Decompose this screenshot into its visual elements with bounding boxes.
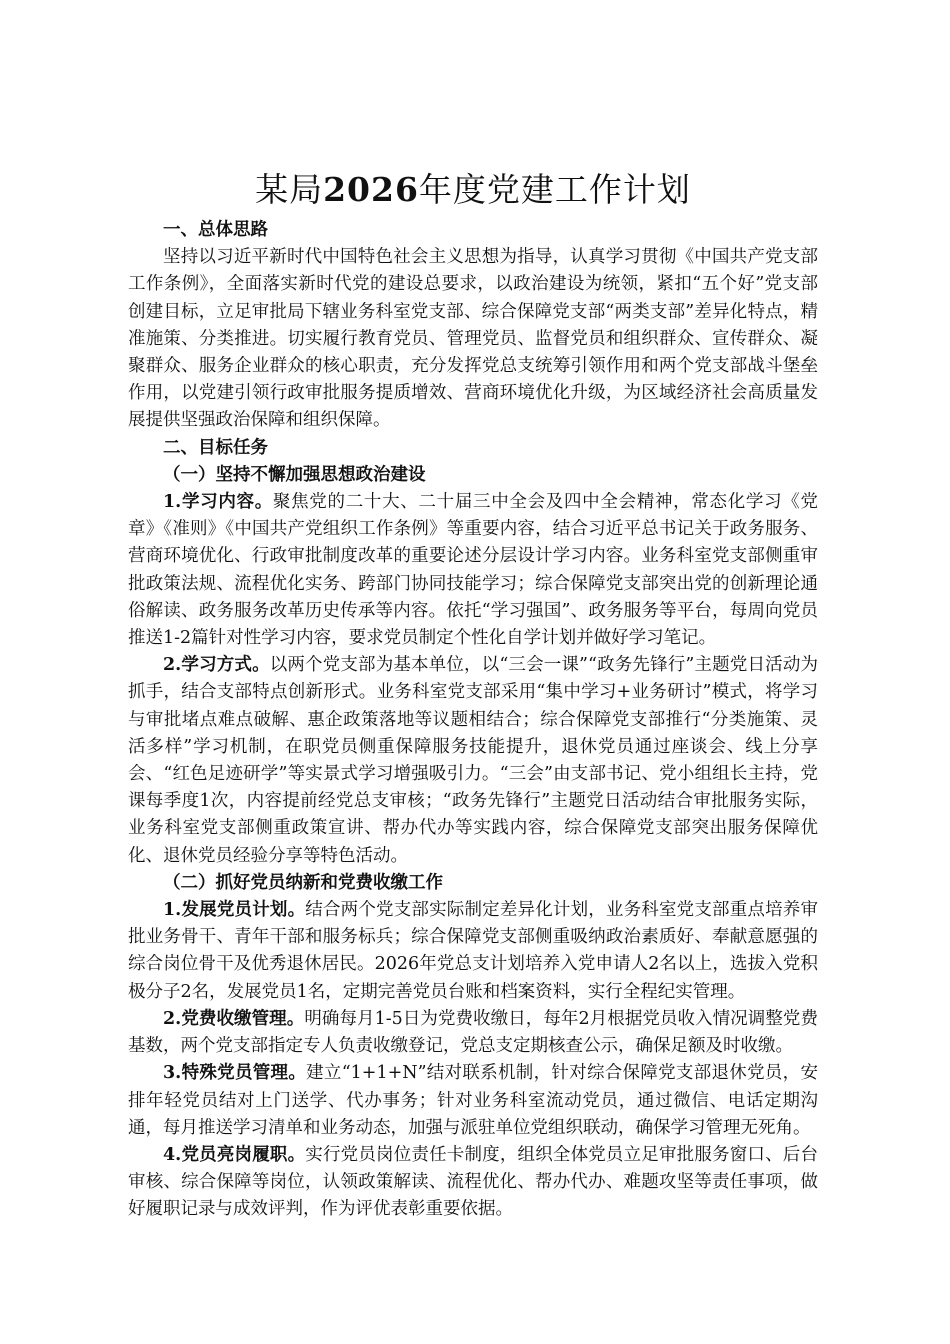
- item-lead: 1.发展党员计划。: [163, 900, 306, 921]
- item-text: 以两个党支部为基本单位，以“三会一课”“政务先锋行”主题党日活动为抓手，结合支部特点创新形式。业务科室党支部采用“集中学习+业务研讨”模式，将学习与审批堵点难点破解、惠企政策落地等议题相结合；综合保障党支部推行“分类施策、灵活多样”学习机制，在职党员侧重保障服务技能提升，退休党员通过座谈会、线上分享会、“红色足迹研学”等实景式学习增强吸引力。“三会”由支部书记、党小组组长主持，党课每季度1次，内容提前经党总支审核；“政务先锋行”主题党日活动结合审批服务实际，业务科室党支部侧重政策宣讲、帮办代办等实践内容，综合保障党支部突出服务保障优化、退休党员经验分享等特色活动。: [128, 655, 818, 866]
- section-2-heading: 二、目标任务: [163, 437, 268, 458]
- item-text: 结合两个党支部实际制定差异化计划，业务科室党支部重点培养审批业务骨干、青年干部和服务标兵；综合保障党支部侧重吸纳政治素质好、奉献意愿强的综合岗位骨干及优秀退休居民。2026年党总支计划培养入党申请人2名以上，选拔入党积极分子2名，发展党员1名，定期完善党员台账和档案资料，实行全程纪实管理。: [128, 900, 818, 1002]
- item-text: 聚焦党的二十大、二十届三中全会及四中全会精神，常态化学习《党章》《准则》《中国共产党组织工作条例》等重要内容，结合习近平总书记关于政务服务、营商环境优化、行政审批制度改革的重要论述分层设计学习内容。业务科室党支部侧重审批政策法规、流程优化实务、跨部门协同技能学习；综合保障党支部突出党的创新理论通俗解读、政务服务改革历史传承等内容。依托“学习强国”、政务服务等平台，每周向党员推送1-2篇针对性学习内容，要求党员制定个性化自学计划并做好学习笔记。: [128, 492, 818, 649]
- title-prefix: 某局: [255, 170, 324, 209]
- item-special-members: [128, 1060, 818, 1142]
- item-text: 建立“1+1+N”结对联系机制，针对综合保障党支部退休党员，安排年轻党员结对上门送学、代办事务；针对业务科室流动党员，通过微信、电话定期沟通，每月推送学习清单和业务动态，加强与派驻单位党组织联动，确保学习管理无死角。: [128, 1063, 818, 1138]
- title-year: 2026: [323, 170, 419, 209]
- section-1-heading: 一、总体思路: [163, 220, 268, 240]
- item-text: 实行党员岗位责任卡制度，组织全体党员立足审批服务窗口、后台审核、综合保障等岗位，认领政策解读、流程优化、帮办代办、难题攻坚等责任事项，做好履职记录与成效评判，作为评优表彰重要依据。: [128, 1144, 818, 1220]
- item-post-duty: [128, 1142, 818, 1224]
- item-lead: 1.学习内容。: [163, 492, 273, 513]
- title-suffix: 年度党建工作计划: [418, 170, 691, 209]
- item-lead: 4.党员亮岗履职。: [163, 1144, 306, 1165]
- item-text: 明确每月1-5日为党费收缴日，每年2月根据党员收入情况调整党费基数，两个党支部指定专人负责收缴登记，党总支定期核查公示，确保足额及时收缴。: [128, 1008, 818, 1057]
- item-study-method: [128, 652, 818, 870]
- item-dues-management: [128, 1006, 818, 1060]
- item-lead: 2.党费收缴管理。: [163, 1008, 305, 1029]
- item-study-content: [128, 489, 818, 652]
- subsection-1-heading: （一）坚持不懈加强思想政治建设: [163, 464, 426, 485]
- item-lead: 2.学习方式。: [163, 655, 270, 676]
- section-1-body: 坚持以习近平新时代中国特色社会主义思想为指导，认真学习贯彻《中国共产党支部工作条例》，全面落实新时代党的建设总要求，以政治建设为统领，紧扣“五个好”党支部创建目标，立足审批局下辖业务科室党支部、综合保障党支部“两类支部”差异化特点，精准施策、分类推进。切实履行教育党员、管理党员、监督党员和组织群众、宣传群众、凝聚群众、服务企业群众的核心职责，充分发挥党总支统筹引领作用和两个党支部战斗堡垒作用，以党建引领行政审批服务提质增效、营商环境优化升级，为区域经济社会高质量发展提供坚强政治保障和组织保障。: [128, 247, 818, 431]
- item-recruit-plan: [128, 897, 818, 1006]
- document-title: [128, 165, 818, 215]
- item-lead: 3.特殊党员管理。: [163, 1063, 307, 1084]
- subsection-2-heading: （二）抓好党员纳新和党费收缴工作: [163, 872, 443, 893]
- document-page: [128, 165, 818, 1224]
